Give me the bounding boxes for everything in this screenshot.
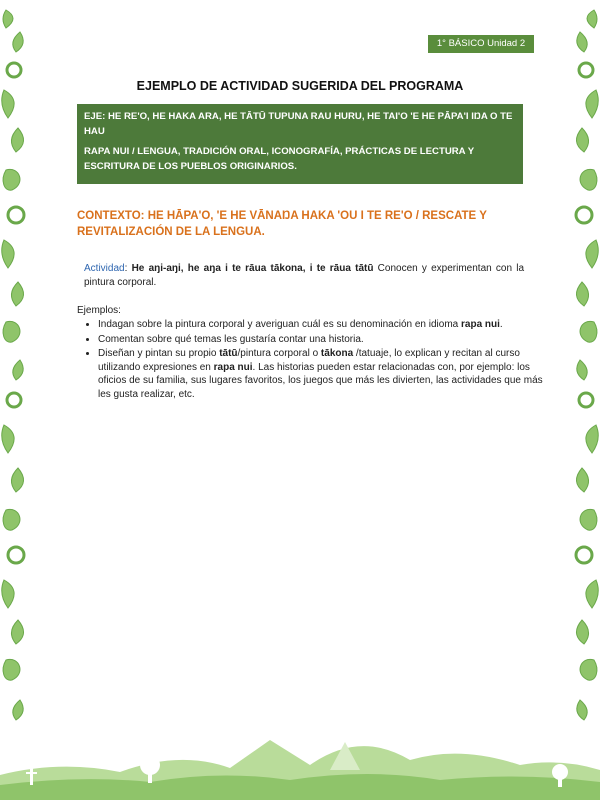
list-item [98,318,546,332]
list-item-text: . [499,319,503,330]
list-item-bold: tākona [320,348,354,359]
list-item-bold: tātū [219,348,238,359]
list-item-text: . Las historias pueden estar relacionadas con, por ejemplo: los oficios de su familia, sus lugares favoritos, los juegos que más les divierten, las actividades que más les gusta realizar, etc. [98,361,543,400]
decorative-border-left [0,0,36,740]
list-item-text: Comentan sobre qué temas les gustaría contar una historia. [98,333,364,345]
unit-tag: 1° BÁSICO Unidad 2 [428,35,534,53]
activity-title: He aŋi-aŋi, he aŋa i te rāua tākona, i te rāua tātū [131,263,374,274]
activity-label: Actividad [84,263,125,274]
activity-colon: : [124,263,128,274]
axis-line-2: RAPA NUI / LENGUA, TRADICIÓN ORAL, ICONOGRAFÍA, PRÁCTICAS DE LECTURA Y ESCRITURA DE LOS PUEBLOS ORIGINARIOS. [84,146,474,172]
examples-list [77,318,546,402]
axis-line-1: EJE: HE RE'O, HE HAKA ARA, HE TĀTŪ TUPUNA RAU HURU, HE TAI'O 'E HE PĀPA'I IŊA O TE HAU [84,111,513,137]
list-item-bold: rapa nui [461,319,500,330]
list-item-bold: rapa nui [213,361,253,373]
list-item-text: Indagan sobre la pintura corporal y averiguan cuál es su denominación en idioma [98,319,462,330]
decorative-border-right [564,0,600,740]
list-item [98,333,546,347]
activity-description: Conocen y experimentan con la pintura corporal. [84,263,525,288]
context-heading: CONTEXTO: HE HĀPA'O, 'E HE VĀNAŊA HAKA 'OU I TE RE'O / RESCATE Y REVITALIZACIÓN DE LA LENGUA. [77,210,487,238]
examples-label: Ejemplos: [77,305,121,316]
landscape-footer-illustration [0,720,600,800]
list-item [98,347,546,401]
axis-box [77,104,523,184]
list-item-text: /tatuaje, lo explican y recitan al curso utilizando expresiones en [98,348,520,373]
activity-paragraph [84,262,524,290]
list-item-text: Diseñan y pintan su propio [98,348,220,359]
list-item-text: /pintura corporal o [237,348,321,359]
page-title: EJEMPLO DE ACTIVIDAD SUGERIDA DEL PROGRAMA [136,79,464,93]
